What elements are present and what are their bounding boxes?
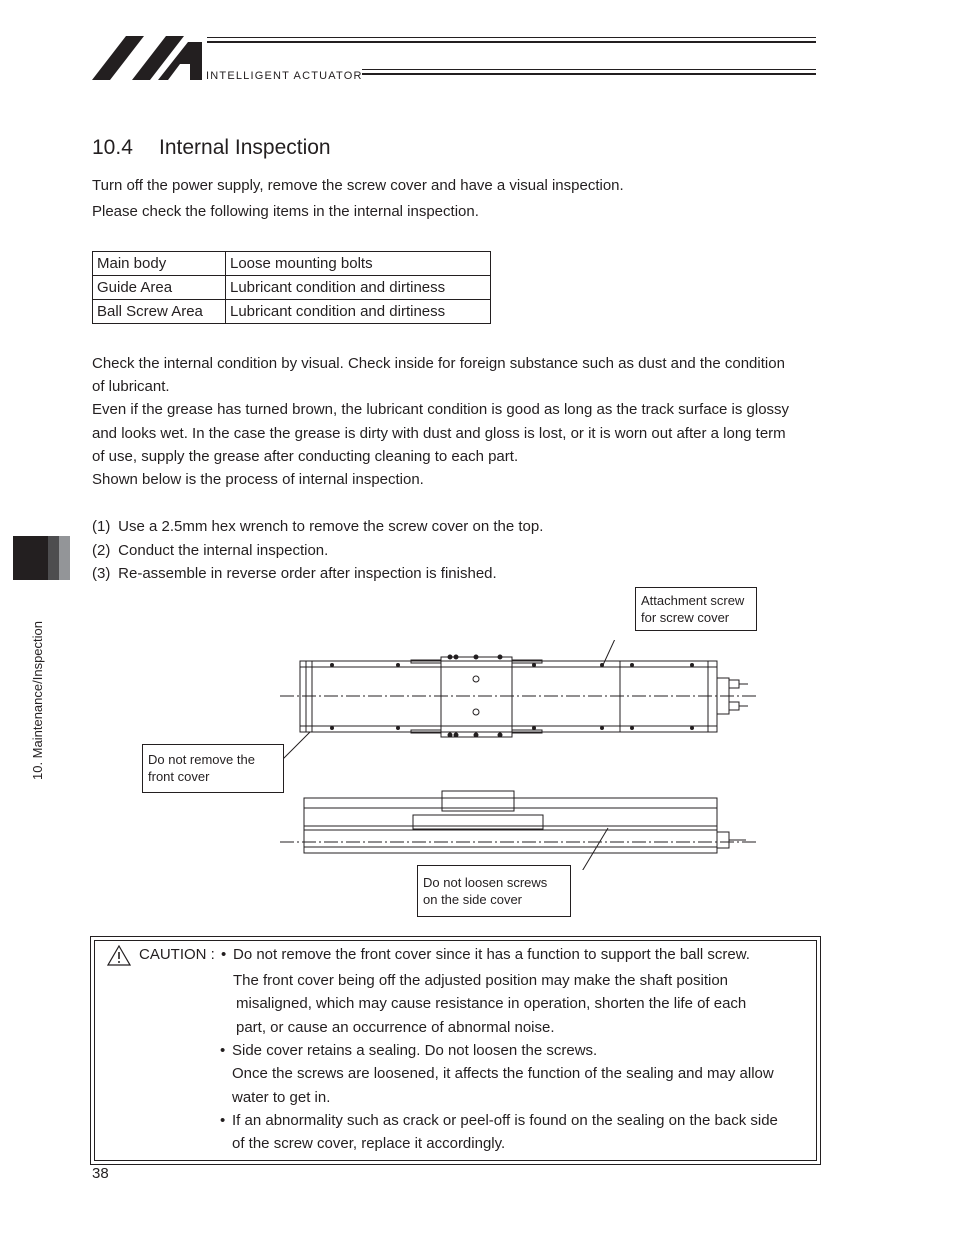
callout-front-cover [142, 744, 284, 793]
warning-triangle-icon [107, 945, 131, 966]
bullet-icon: • [220, 1042, 226, 1059]
iai-logo [92, 36, 206, 82]
step-number: (3) [92, 565, 111, 582]
step-item [92, 515, 543, 539]
chapter-tab-stripe [59, 536, 70, 580]
callout-text: Attachment screw [641, 593, 745, 608]
body-line: Even if the grease has turned brown, the lubricant condition is good as long as the track surface is glossy [92, 401, 790, 418]
table-cell: Lubricant condition and dirtiness [226, 300, 491, 324]
callout-side-cover [417, 865, 571, 917]
step-number: (1) [92, 518, 111, 535]
chapter-side-label: 10. Maintenance/Inspection [30, 621, 45, 780]
caution-line: Do not remove the front cover since it has a function to support the ball screw. [233, 946, 750, 963]
step-text: Conduct the internal inspection. [118, 541, 329, 559]
table-row [93, 252, 491, 276]
body-line: and looks wet. In the case the grease is dirty with dust and gloss is lost, or it is worn out after a long term [92, 425, 786, 442]
callout-text: Do not remove the [148, 752, 255, 767]
step-text: Use a 2.5mm hex wrench to remove the screw cover on the top. [118, 518, 544, 535]
brand-text: INTELLIGENT ACTUATOR [206, 70, 363, 82]
body-line: of use, supply the grease after conducting cleaning to each part. [92, 448, 519, 465]
bullet-icon: • [221, 946, 227, 963]
intro-line-2: Please check the following items in the internal inspection. [92, 203, 479, 220]
header-rule-top-thick [207, 41, 816, 43]
caution-line: misaligned, which may cause resistance in operation, shorten the life of each [236, 995, 747, 1012]
actuator-side-view [280, 791, 756, 853]
chapter-tab-stripe [48, 536, 59, 580]
body-line: Check the internal condition by visual. Check inside for foreign substance such as dust and the condition [92, 355, 785, 372]
table-cell: Ball Screw Area [93, 300, 226, 324]
header-rule-bottom [362, 69, 816, 70]
body-line: Shown below is the process of internal inspection. [92, 471, 424, 488]
bullet-icon: • [220, 1112, 226, 1129]
table-cell: Main body [93, 252, 226, 276]
caution-line: water to get in. [232, 1089, 331, 1106]
step-number: (2) [92, 541, 111, 559]
callout-text: front cover [148, 769, 210, 784]
section-title-text: Internal Inspection [159, 136, 331, 159]
leader-line [578, 828, 608, 870]
step-item [92, 562, 543, 586]
callout-text: for screw cover [641, 610, 730, 625]
caution-line: part, or cause an occurrence of abnormal noise. [236, 1019, 555, 1036]
step-text: Re-assemble in reverse order after inspection is finished. [118, 565, 497, 582]
header-rule-bottom-thick [362, 73, 816, 75]
table-row [93, 276, 491, 300]
step-item [92, 539, 543, 563]
caution-line: The front cover being off the adjusted position may make the shaft position [233, 972, 729, 989]
leader-line [282, 732, 310, 760]
caution-line: Once the screws are loosened, it affects the function of the sealing and may allow [232, 1065, 774, 1082]
header-rule-top [207, 37, 816, 38]
actuator-diagram [270, 640, 770, 870]
callout-text: on the side cover [423, 892, 523, 907]
caution-label: CAUTION : [139, 946, 215, 963]
inspection-table [92, 251, 491, 324]
table-cell: Loose mounting bolts [226, 252, 491, 276]
page-number: 38 [92, 1165, 109, 1182]
caution-line: of the screw cover, replace it accordingly. [232, 1135, 506, 1152]
table-cell: Lubricant condition and dirtiness [226, 276, 491, 300]
section-title [92, 136, 331, 160]
actuator-top-view [280, 655, 756, 737]
caution-line: Side cover retains a sealing. Do not loosen the screws. [232, 1042, 598, 1059]
caution-line: If an abnormality such as crack or peel-off is found on the sealing on the back side [232, 1112, 778, 1129]
table-row [93, 300, 491, 324]
table-cell: Guide Area [93, 276, 226, 300]
body-line: of lubricant. [92, 378, 170, 395]
callout-attachment-screw [635, 587, 757, 631]
intro-line-1: Turn off the power supply, remove the screw cover and have a visual inspection. [92, 177, 624, 194]
procedure-steps [92, 515, 543, 586]
section-number: 10.4 [92, 136, 133, 159]
callout-text: Do not loosen screws [423, 875, 548, 890]
